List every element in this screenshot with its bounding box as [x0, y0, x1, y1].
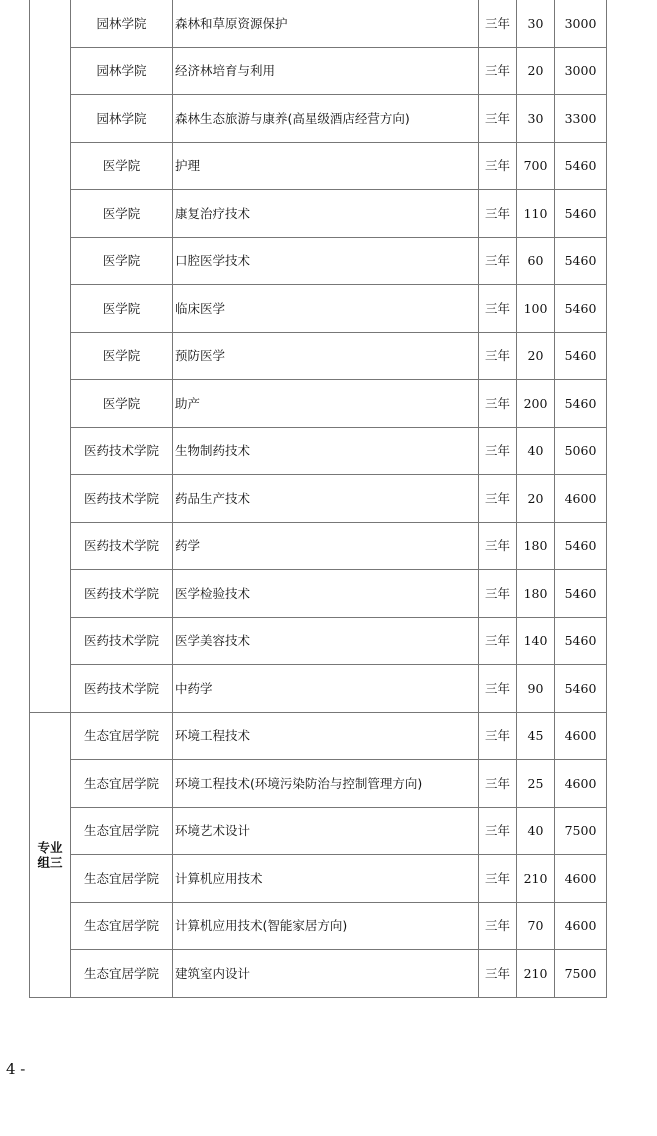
table-row — [30, 665, 607, 713]
table-row — [30, 902, 607, 950]
group-label-line2: 组三 — [37, 854, 63, 870]
plan-count-cell: 180 — [517, 522, 555, 570]
major-cell: 中药学 — [173, 665, 479, 713]
major-cell: 建筑室内设计 — [173, 950, 479, 998]
table-row — [30, 950, 607, 998]
plan-count-cell: 30 — [517, 95, 555, 143]
years-cell: 三年 — [479, 47, 517, 95]
table-row — [30, 522, 607, 570]
table-row — [30, 475, 607, 523]
tuition-fee-cell: 5460 — [555, 665, 607, 713]
years-cell: 三年 — [479, 807, 517, 855]
tuition-fee-cell: 5460 — [555, 332, 607, 380]
college-cell: 医学院 — [71, 237, 173, 285]
plan-count-cell: 25 — [517, 760, 555, 808]
plan-count-cell: 40 — [517, 807, 555, 855]
table-row — [30, 570, 607, 618]
group-cell-previous — [30, 0, 71, 712]
college-cell: 医学院 — [71, 380, 173, 428]
college-cell: 生态宜居学院 — [71, 807, 173, 855]
college-cell: 生态宜居学院 — [71, 855, 173, 903]
plan-count-cell: 210 — [517, 855, 555, 903]
major-cell: 护理 — [173, 142, 479, 190]
college-cell: 医药技术学院 — [71, 475, 173, 523]
college-cell: 园林学院 — [71, 95, 173, 143]
plan-count-cell: 180 — [517, 570, 555, 618]
years-cell: 三年 — [479, 617, 517, 665]
tuition-fee-cell: 5460 — [555, 190, 607, 238]
plan-count-cell: 110 — [517, 190, 555, 238]
years-cell: 三年 — [479, 380, 517, 428]
tuition-fee-cell: 5460 — [555, 142, 607, 190]
college-cell: 园林学院 — [71, 47, 173, 95]
major-cell: 环境工程技术(环境污染防治与控制管理方向) — [173, 760, 479, 808]
major-cell: 药品生产技术 — [173, 475, 479, 523]
years-cell: 三年 — [479, 190, 517, 238]
table-row — [30, 47, 607, 95]
major-cell: 药学 — [173, 522, 479, 570]
table-row — [30, 855, 607, 903]
group-cell-group3 — [30, 712, 71, 997]
tuition-fee-cell: 5460 — [555, 570, 607, 618]
major-cell: 助产 — [173, 380, 479, 428]
major-cell: 临床医学 — [173, 285, 479, 333]
college-cell: 医药技术学院 — [71, 665, 173, 713]
years-cell: 三年 — [479, 712, 517, 760]
years-cell: 三年 — [479, 665, 517, 713]
years-cell: 三年 — [479, 237, 517, 285]
plan-count-cell: 45 — [517, 712, 555, 760]
years-cell: 三年 — [479, 855, 517, 903]
enrollment-table-body — [30, 0, 607, 997]
plan-count-cell: 30 — [517, 0, 555, 47]
tuition-fee-cell: 5460 — [555, 522, 607, 570]
table-row — [30, 427, 607, 475]
table-row — [30, 617, 607, 665]
college-cell: 医学院 — [71, 285, 173, 333]
college-cell: 生态宜居学院 — [71, 712, 173, 760]
major-cell: 环境艺术设计 — [173, 807, 479, 855]
college-cell: 园林学院 — [71, 0, 173, 47]
college-cell: 医学院 — [71, 142, 173, 190]
plan-count-cell: 700 — [517, 142, 555, 190]
major-cell: 森林生态旅游与康养(高星级酒店经营方向) — [173, 95, 479, 143]
table-row — [30, 807, 607, 855]
tuition-fee-cell: 5460 — [555, 380, 607, 428]
college-cell: 医药技术学院 — [71, 522, 173, 570]
table-row — [30, 190, 607, 238]
tuition-fee-cell: 5060 — [555, 427, 607, 475]
plan-count-cell: 60 — [517, 237, 555, 285]
page-number: 4 - — [6, 1060, 26, 1078]
college-cell: 医药技术学院 — [71, 617, 173, 665]
years-cell: 三年 — [479, 332, 517, 380]
plan-count-cell: 140 — [517, 617, 555, 665]
plan-count-cell: 20 — [517, 332, 555, 380]
table-row — [30, 380, 607, 428]
tuition-fee-cell: 7500 — [555, 950, 607, 998]
tuition-fee-cell: 4600 — [555, 475, 607, 523]
college-cell: 医学院 — [71, 190, 173, 238]
table-row — [30, 142, 607, 190]
years-cell: 三年 — [479, 475, 517, 523]
major-cell: 计算机应用技术 — [173, 855, 479, 903]
major-cell: 医学检验技术 — [173, 570, 479, 618]
years-cell: 三年 — [479, 902, 517, 950]
table-row — [30, 95, 607, 143]
tuition-fee-cell: 3300 — [555, 95, 607, 143]
table-row — [30, 0, 607, 47]
table-row — [30, 285, 607, 333]
tuition-fee-cell: 4600 — [555, 760, 607, 808]
table-row — [30, 760, 607, 808]
major-cell: 森林和草原资源保护 — [173, 0, 479, 47]
major-cell: 医学美容技术 — [173, 617, 479, 665]
years-cell: 三年 — [479, 760, 517, 808]
tuition-fee-cell: 4600 — [555, 902, 607, 950]
major-cell: 口腔医学技术 — [173, 237, 479, 285]
years-cell: 三年 — [479, 950, 517, 998]
college-cell: 医学院 — [71, 332, 173, 380]
tuition-fee-cell: 5460 — [555, 237, 607, 285]
enrollment-table — [29, 0, 607, 998]
tuition-fee-cell: 4600 — [555, 712, 607, 760]
plan-count-cell: 200 — [517, 380, 555, 428]
tuition-fee-cell: 3000 — [555, 0, 607, 47]
years-cell: 三年 — [479, 285, 517, 333]
major-cell: 经济林培育与利用 — [173, 47, 479, 95]
major-cell: 生物制药技术 — [173, 427, 479, 475]
college-cell: 生态宜居学院 — [71, 760, 173, 808]
major-cell: 环境工程技术 — [173, 712, 479, 760]
major-cell: 康复治疗技术 — [173, 190, 479, 238]
plan-count-cell: 20 — [517, 475, 555, 523]
years-cell: 三年 — [479, 142, 517, 190]
major-cell: 预防医学 — [173, 332, 479, 380]
table-row — [30, 332, 607, 380]
tuition-fee-cell: 7500 — [555, 807, 607, 855]
college-cell: 医药技术学院 — [71, 570, 173, 618]
years-cell: 三年 — [479, 570, 517, 618]
plan-count-cell: 100 — [517, 285, 555, 333]
college-cell: 生态宜居学院 — [71, 902, 173, 950]
years-cell: 三年 — [479, 0, 517, 47]
plan-count-cell: 210 — [517, 950, 555, 998]
plan-count-cell: 40 — [517, 427, 555, 475]
years-cell: 三年 — [479, 95, 517, 143]
table-row — [30, 712, 607, 760]
major-cell: 计算机应用技术(智能家居方向) — [173, 902, 479, 950]
group-label-line1: 专业 — [37, 839, 63, 855]
tuition-fee-cell: 5460 — [555, 285, 607, 333]
table-row — [30, 237, 607, 285]
college-cell: 生态宜居学院 — [71, 950, 173, 998]
plan-count-cell: 70 — [517, 902, 555, 950]
college-cell: 医药技术学院 — [71, 427, 173, 475]
years-cell: 三年 — [479, 427, 517, 475]
plan-count-cell: 20 — [517, 47, 555, 95]
tuition-fee-cell: 4600 — [555, 855, 607, 903]
tuition-fee-cell: 5460 — [555, 617, 607, 665]
years-cell: 三年 — [479, 522, 517, 570]
plan-count-cell: 90 — [517, 665, 555, 713]
tuition-fee-cell: 3000 — [555, 47, 607, 95]
